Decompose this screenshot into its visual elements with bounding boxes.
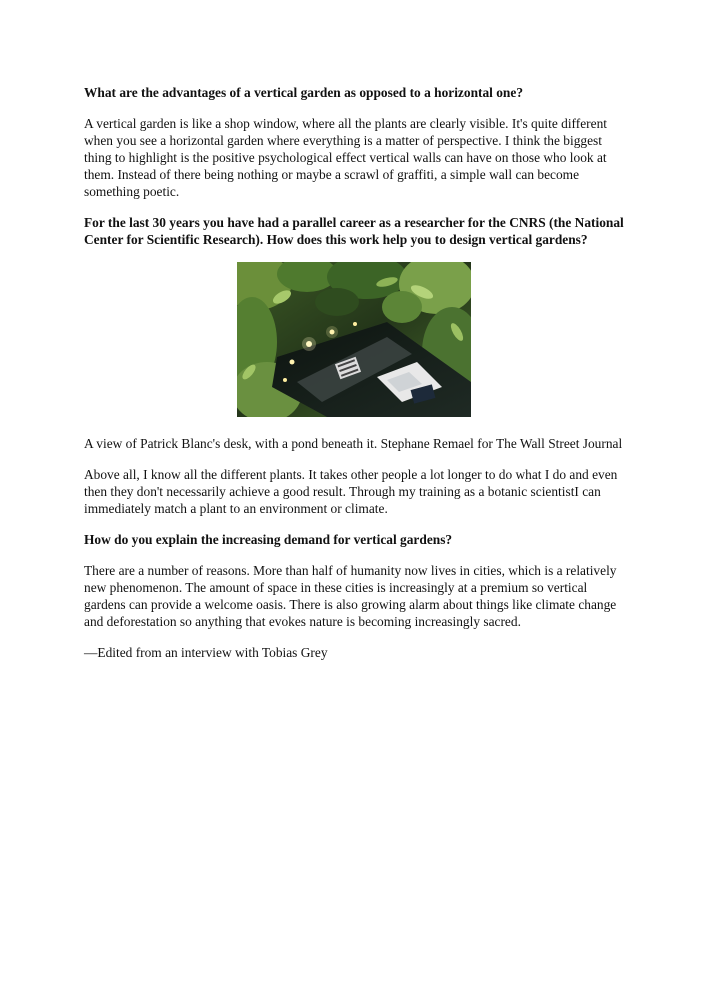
photo-container (84, 262, 624, 417)
answer-cnrs-research: Above all, I know all the different plants. It takes other people a lot longer to do what I do and even then they don't necessarily achieve a good result. Through my training as a botanic scientistI can immediately match a plant to an environment or climate. (84, 467, 618, 516)
photo-caption: A view of Patrick Blanc's desk, with a pond beneath it. Stephane Remael for The Wall Street Journal (84, 436, 623, 451)
document-page (84, 84, 624, 675)
question-cnrs-research: For the last 30 years you have had a parallel career as a researcher for the CNRS (the National Center for Scientific Research). How does this work help you to design vertical gardens? (84, 215, 624, 247)
interview-credit: —Edited from an interview with Tobias Grey (84, 645, 328, 660)
answer-vertical-vs-horizontal: A vertical garden is like a shop window, where all the plants are clearly visible. It's quite different when you see a horizontal garden where everything is a matter of perspective. I think the biggest thing to highlight is the positive psychological effect vertical walls can have on those who look at them. Instead of there being nothing or maybe a scrawl of graffiti, a simple wall can become something poetic. (84, 116, 607, 199)
question-vertical-vs-horizontal: What are the advantages of a vertical garden as opposed to a horizontal one? (84, 85, 524, 100)
answer-increasing-demand: There are a number of reasons. More than half of humanity now lives in cities, which is a relatively new phenomenon. The amount of space in these cities is increasingly at a premium so vertical gardens can provide a welcome oasis. There is also growing alarm about things like climate change and deforestation so anything that evokes nature is becoming increasingly sacred. (84, 563, 617, 629)
desk-pond-photo (237, 262, 471, 417)
question-increasing-demand: How do you explain the increasing demand for vertical gardens? (84, 532, 453, 547)
